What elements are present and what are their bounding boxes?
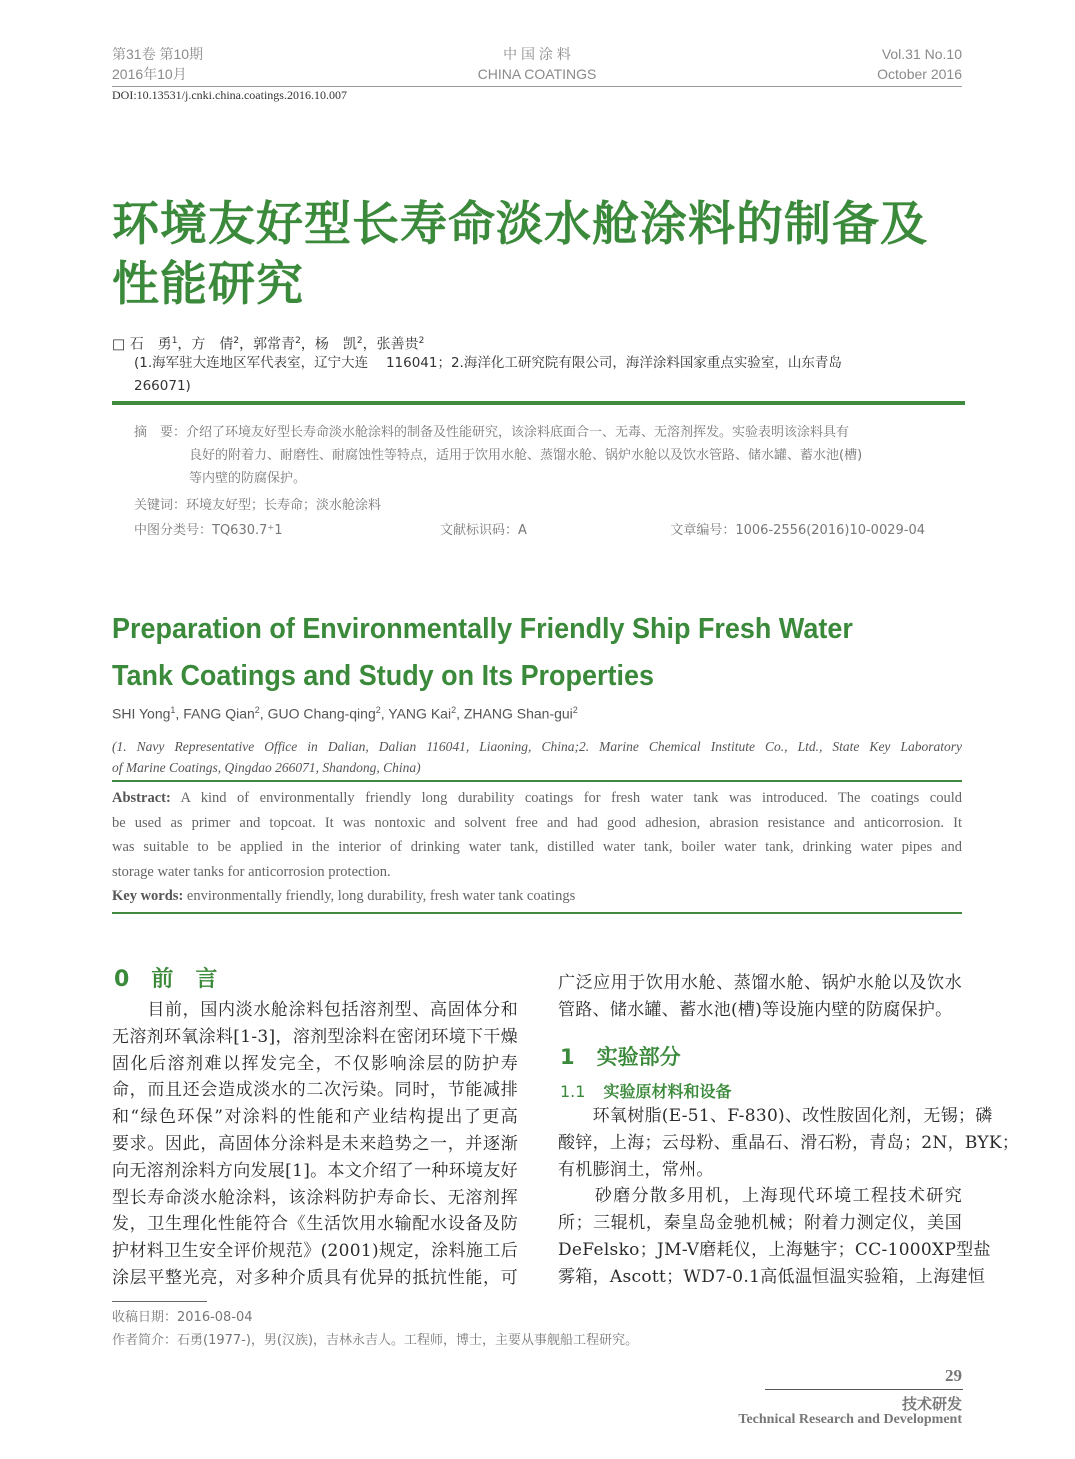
section-heading [560, 1041, 681, 1071]
title-en-line: Tank Coatings and Study on Its Properties [112, 660, 654, 692]
authors-cn: □ 石 勇$^1$，方 倩$^2$，郭常青$^2$，杨 凯$^2$，张善贵$^2$ [112, 336, 425, 353]
clc-number: 中图分类号：TQ630.7⁺1 [134, 523, 283, 538]
section-heading [114, 962, 217, 993]
text-line: 所；三辊机，秦皇岛金驰机械；附着力测定仪，美国 [558, 1213, 962, 1234]
received-date: 收稿日期：2016-08-04 [112, 1310, 253, 1325]
author-sup: 2 [375, 705, 381, 715]
text-line: 护材料卫生安全评价规范》(2001)规定，涂料施工后 [112, 1241, 518, 1262]
text-line: 无溶剂环氧涂料[1-3]，溶剂型涂料在密闭环境下干燥 [112, 1026, 518, 1047]
date-en: October 2016 [877, 66, 962, 82]
text-line: 环氧树脂(E-51、F-830)、改性胺固化剂，无锡；磷 [558, 1106, 993, 1126]
affiliation-cn [134, 352, 964, 398]
volume-issue-en: Vol.31 No.10 [881, 46, 962, 62]
author: 石 勇 [129, 336, 172, 353]
author: GUO Chang-qing [267, 705, 376, 722]
author-sup: 2 [254, 705, 260, 715]
abstract-rule-top [112, 780, 962, 782]
abstract-label-en: Abstract: [112, 790, 171, 806]
abstract-en-line: was suitable to be applied in the interior of drinking water tank, distilled water tank, boiler water tank, drinking water pipes and [112, 839, 962, 855]
text-line: 雾箱，Ascott；WD7-0.1高低温恒温实验箱，上海建恒 [558, 1266, 986, 1287]
title-cn-line: 性能研究 [112, 257, 304, 312]
author-sup: 1 [171, 336, 178, 346]
subsection-title: 实验原材料和设备 [603, 1082, 732, 1101]
author-sup: 2 [418, 336, 425, 346]
author: SHI Yong [112, 705, 171, 722]
affiliation-cn-line: 266071) [134, 378, 191, 394]
affiliation-en-line: of Marine Coatings, Qingdao 266071, Shandong, China) [112, 760, 421, 775]
date-cn: 2016年10月 [112, 66, 187, 82]
text-line: 固化后溶剂难以挥发完全，不仅影响涂层的防护寿 [112, 1053, 518, 1074]
abstract-en [112, 786, 962, 909]
author: YANG Kai [388, 705, 452, 722]
title-cn-line: 环境友好型长寿命淡水舱涂料的制备及 [112, 197, 928, 252]
author-sup: 2 [451, 705, 457, 715]
author: 张善贵 [376, 336, 419, 353]
abstract-en-line: be used as primer and topcoat. It was nontoxic and solvent free and had good adhesion, abrasion resistance and anticorrosion. It [112, 814, 962, 831]
authors-en: SHI Yong$^1$, FANG Qian$^2$, GUO Chang-qing$^2$, YANG Kai$^2$, ZHANG Shan-gui$^2$ [112, 705, 578, 722]
author-sup: 2 [356, 336, 363, 346]
abstract-cn-line: 介绍了环境友好型长寿命淡水舱涂料的制备及性能研究，该涂料底面合一、无毒、无溶剂挥发。实验表明该涂料具有 [186, 425, 850, 440]
author: 杨 凯 [314, 336, 357, 353]
affiliation-en-line: (1. Navy Representative Office in Dalian, Dalian 116041, Liaoning, China;2. Marine Chemical Institute Co., Ltd., State Key Laboratory [112, 739, 962, 754]
footnote [112, 1306, 638, 1352]
column-name-cn: 技术研发 [901, 1397, 962, 1413]
author-sup: 2 [233, 336, 240, 346]
affiliation-cn-line: (1.海军驻大连地区军代表室，辽宁大连 116041；2.海洋化工研究院有限公司，海洋涂料国家重点实验室，山东青岛 [134, 355, 842, 371]
abstract-rule-bottom [112, 912, 962, 914]
text-line: 有机膨润土，常州。 [558, 1159, 714, 1180]
author: 郭常青 [253, 336, 296, 353]
section-number: 0 [114, 967, 130, 992]
text-line: 要求。因此，高固体分涂料是未来趋势之一，并逐渐 [112, 1133, 518, 1154]
author: 方 倩 [191, 336, 234, 353]
abstract-label-cn: 摘 要： [134, 425, 187, 440]
author-bio: 作者简介：石勇(1977-)，男(汉族)，吉林永吉人。工程师，博士，主要从事舰船工程研究。 [112, 1333, 639, 1348]
text-line: 型长寿命淡水舱涂料，该涂料防护寿命长、无溶剂挥 [112, 1187, 518, 1208]
text-line: 广泛应用于饮用水舱、蒸馏水舱、锅炉水舱以及饮水 [558, 973, 962, 993]
text-line: 命，而且还会造成淡水的二次污染。同时，节能减排 [112, 1080, 518, 1101]
green-rule [112, 401, 965, 405]
document-code: 文献标识码：A [440, 523, 527, 538]
author-sup: 2 [572, 705, 578, 715]
affiliation-en [112, 736, 962, 778]
doi: DOI:10.13531/j.cnki.china.coatings.2016.10.007 [112, 88, 347, 102]
journal-name-en: CHINA COATINGS [477, 66, 597, 82]
text-line: 砂磨分散多用机，上海现代环境工程技术研究 [558, 1186, 962, 1207]
abstract-cn-line: 等内壁的防腐保护。 [189, 471, 307, 486]
text-line: 发，卫生理化性能符合《生活饮用水输配水设备及防 [112, 1214, 518, 1235]
page-number: 29 [945, 1366, 962, 1385]
keywords-label-en: Key words: [112, 888, 184, 904]
keywords-cn: 关键词：环境友好型；长寿命；淡水舱涂料 [134, 498, 382, 513]
author-sup: 2 [295, 336, 301, 346]
subsection-number: 1.1 [560, 1082, 586, 1101]
text-line: 管路、储水罐、蓄水池(槽)等设施内壁的防腐保护。 [558, 999, 953, 1020]
abstract-cn-line: 良好的附着力、耐磨性、耐腐蚀性等特点，适用于饮用水舱、蒸馏水舱、锅炉水舱以及饮水管路、储水罐、蓄水池(槽) [189, 448, 863, 463]
article-number: 文章编号：1006-2556(2016)10-0029-04 [670, 523, 925, 538]
issue-info-en [877, 44, 962, 84]
subsection-heading [560, 1079, 731, 1102]
text-line: 目前，国内淡水舱涂料包括溶剂型、高固体分和 [112, 1000, 518, 1020]
footer-rule [765, 1389, 963, 1390]
text-line: DeFelsko；JM-V磨耗仪，上海魅宇；CC-1000XP型盐 [558, 1239, 991, 1260]
left-column-text [112, 997, 518, 1292]
text-line: 酸锌，上海；云母粉、重晶石、滑石粉，青岛；2N，BYK； [558, 1132, 1020, 1153]
section-title: 实验部分 [596, 1045, 681, 1069]
issue-info [112, 44, 203, 84]
journal-name [437, 44, 637, 84]
text-line: 和“绿色环保”对涂料的性能和产业结构提出了更高 [112, 1107, 518, 1128]
abstract-en-line: storage water tanks for anticorrosion protection. [112, 863, 391, 880]
column-name-en: Technical Research and Development [738, 1412, 962, 1427]
abstract-cn [134, 421, 934, 490]
text-line: 涂层平整光亮，对多种介质具有优异的抵抗性能，可 [112, 1267, 518, 1288]
author-sup: 1 [170, 705, 176, 715]
author: FANG Qian [183, 705, 255, 722]
section-title: 前 言 [151, 967, 218, 992]
title-en [112, 606, 853, 700]
author: ZHANG Shan-gui [463, 705, 573, 722]
footnote-rule [112, 1301, 207, 1302]
title-en-line: Preparation of Environmentally Friendly Ship Fresh Water [112, 613, 853, 645]
journal-name-cn: 中 国 涂 料 [503, 46, 571, 62]
title-cn [112, 195, 928, 315]
author-marker: □ [112, 336, 126, 353]
right-column-text-b [558, 1103, 1020, 1291]
volume-issue-cn: 第31卷 第10期 [112, 46, 204, 62]
header-rule [112, 86, 962, 87]
keywords-en: environmentally friendly, long durability, fresh water tank coatings [183, 888, 576, 904]
abstract-en-line: A kind of environmentally friendly long durability coatings for fresh water tank was introduced. The coatings could [170, 790, 962, 806]
text-line: 向无溶剂涂料方向发展[1]。本文介绍了一种环境友好 [112, 1160, 518, 1181]
right-column-text-a [558, 970, 962, 1024]
section-number: 1 [560, 1045, 575, 1069]
